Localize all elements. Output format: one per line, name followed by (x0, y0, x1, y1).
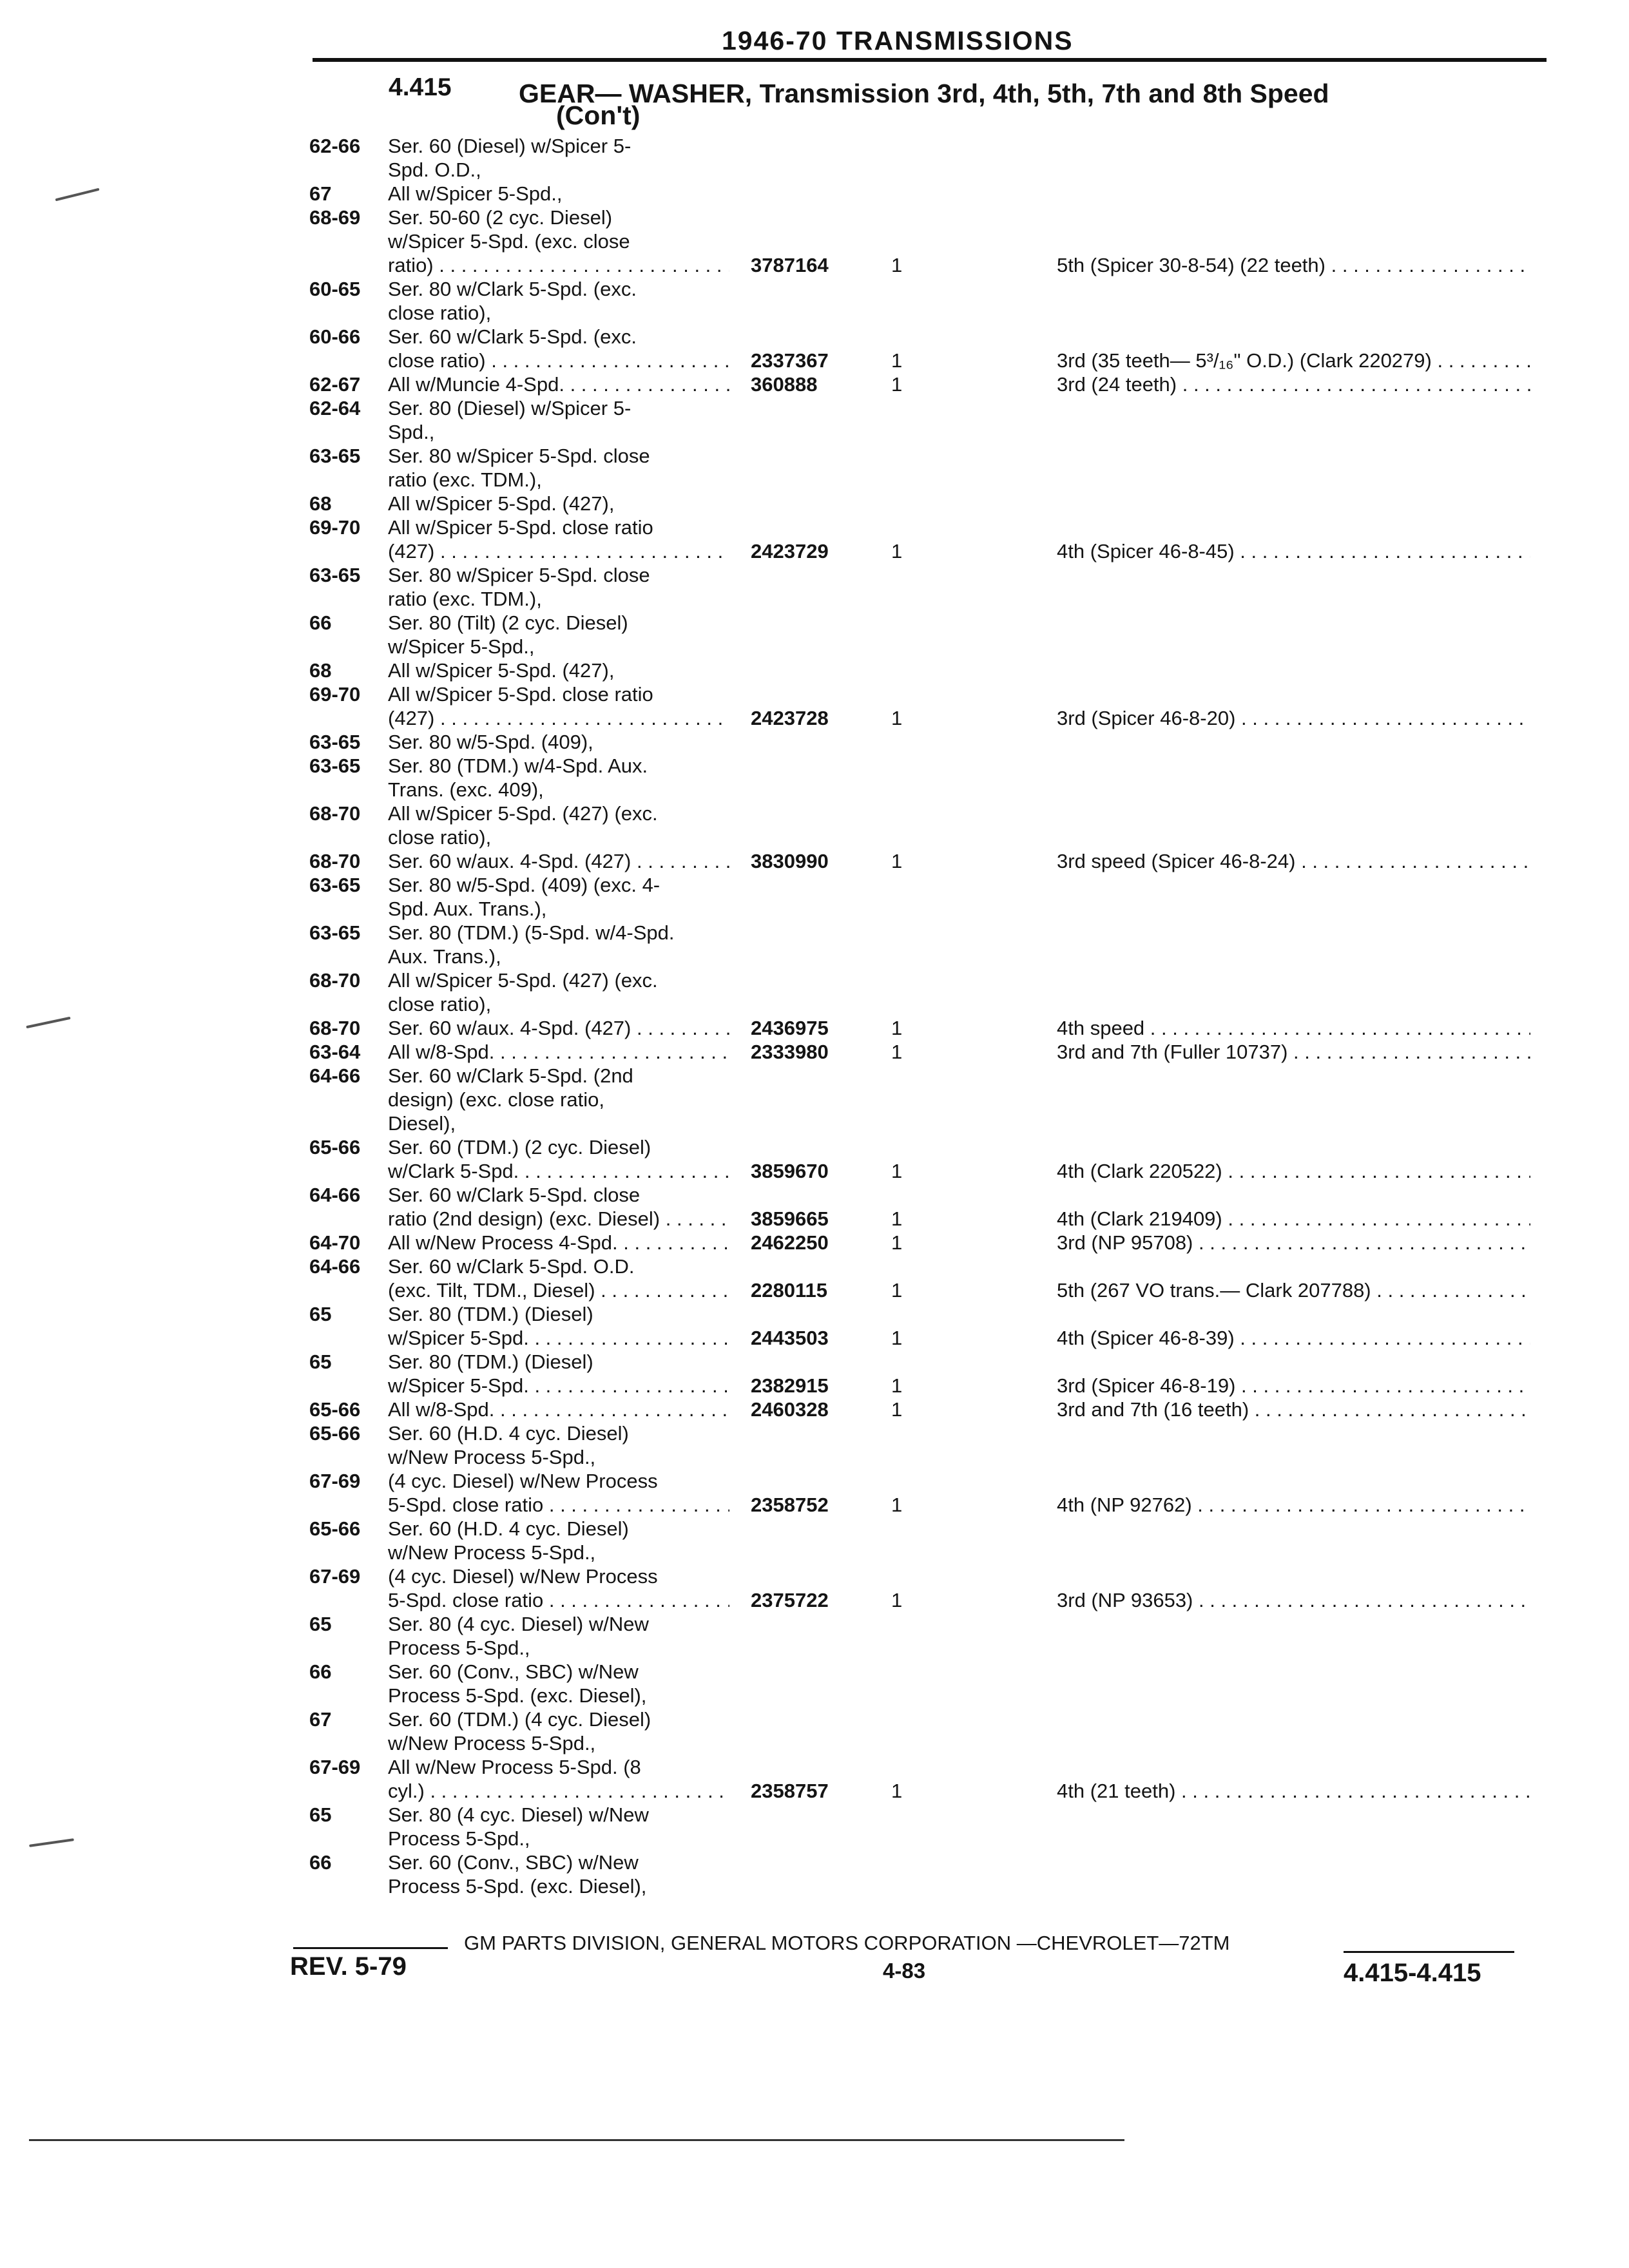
quantity: 1 (891, 1207, 903, 1230)
application-text: Trans. (exc. 409), (388, 778, 544, 801)
quantity: 1 (891, 1589, 903, 1611)
list-item (0, 1827, 1629, 1850)
list-item (0, 515, 1629, 539)
year-range: 67-69 (309, 1756, 361, 1778)
list-item (0, 897, 1629, 921)
list-item (0, 134, 1629, 158)
year-range: 68-70 (309, 802, 361, 825)
list-item (0, 1755, 1629, 1779)
list-item (0, 1588, 1629, 1612)
list-item (0, 1374, 1629, 1398)
part-number: 2460328 (751, 1398, 829, 1421)
quantity: 1 (891, 540, 903, 562)
part-number: 360888 (751, 373, 818, 396)
year-range: 67-69 (309, 1565, 361, 1588)
list-item (0, 1803, 1629, 1827)
section-number: 4.415 (389, 73, 452, 101)
part-description: 3rd (35 teeth— 5³/₁₆" O.D.) (Clark 220279) . . . (1057, 349, 1530, 372)
year-range: 65 (309, 1613, 332, 1635)
part-description: 4th speed . . . (1057, 1016, 1530, 1040)
year-range: 64-66 (309, 1064, 361, 1087)
part-description: 3rd (NP 93653) . . . (1057, 1588, 1530, 1612)
quantity: 1 (891, 1231, 903, 1254)
list-item (0, 1088, 1629, 1111)
year-range: 63-65 (309, 564, 361, 586)
year-range: 65-66 (309, 1517, 361, 1540)
list-item (0, 1016, 1629, 1040)
part-number: 3859670 (751, 1160, 829, 1182)
application-text: (exc. Tilt, TDM., Diesel) . . . (388, 1278, 729, 1302)
application-text: All w/Muncie 4-Spd. . . . (388, 372, 729, 396)
application-text: Ser. 80 (TDM.) (Diesel) (388, 1303, 593, 1325)
application-text: w/Spicer 5-Spd. (exc. close (388, 230, 630, 253)
application-text: Ser. 60 (H.D. 4 cyc. Diesel) (388, 1422, 629, 1445)
quantity: 1 (891, 1279, 903, 1302)
list-item (0, 778, 1629, 802)
application-text: Spd. O.D., (388, 159, 481, 181)
year-range: 64-70 (309, 1231, 361, 1254)
application-text: Ser. 60 (TDM.) (2 cyc. Diesel) (388, 1136, 651, 1158)
list-item (0, 301, 1629, 325)
part-number: 2358752 (751, 1494, 829, 1516)
year-range: 68-70 (309, 850, 361, 872)
part-description: 4th (Spicer 46-8-39) . . . (1057, 1326, 1530, 1350)
list-item (0, 873, 1629, 897)
part-number: 3830990 (751, 850, 829, 872)
year-range: 63-65 (309, 731, 361, 753)
list-item (0, 730, 1629, 754)
list-item (0, 158, 1629, 182)
application-text: w/New Process 5-Spd., (388, 1732, 596, 1754)
quantity: 1 (891, 1398, 903, 1421)
list-item (0, 1493, 1629, 1517)
application-text: All w/New Process 5-Spd. (8 (388, 1756, 641, 1778)
year-range: 63-65 (309, 874, 361, 896)
list-item (0, 1159, 1629, 1183)
year-range: 65 (309, 1803, 332, 1826)
year-range: 68 (309, 492, 332, 515)
application-text: Ser. 80 (Diesel) w/Spicer 5- (388, 397, 631, 419)
application-text: Ser. 60 w/Clark 5-Spd. close (388, 1184, 641, 1206)
part-number: 3787164 (751, 254, 829, 276)
year-range: 64-66 (309, 1184, 361, 1206)
list-item (0, 945, 1629, 968)
list-item (0, 802, 1629, 825)
footer-page-number: 4-83 (883, 1959, 926, 1983)
year-range: 66 (309, 1660, 332, 1683)
list-item (0, 372, 1629, 396)
year-range: 63-65 (309, 921, 361, 944)
list-item (0, 277, 1629, 301)
part-description: 4th (Clark 219409) . . . (1057, 1207, 1530, 1231)
application-text: ratio (2nd design) (exc. Diesel) . . . (388, 1207, 729, 1231)
part-number: 2436975 (751, 1017, 829, 1039)
list-item (0, 1207, 1629, 1231)
list-item (0, 420, 1629, 444)
application-text: w/New Process 5-Spd., (388, 1541, 596, 1564)
application-text: close ratio), (388, 826, 492, 849)
scan-edge-line (29, 2139, 1124, 2141)
list-item (0, 396, 1629, 420)
footer-revision: REV. 5-79 (290, 1952, 407, 1981)
list-item (0, 444, 1629, 468)
application-text: w/Spicer 5-Spd., (388, 635, 535, 658)
year-range: 67-69 (309, 1470, 361, 1492)
part-description: 5th (Spicer 30-8-54) (22 teeth) . . . (1057, 253, 1530, 277)
part-description: 4th (NP 92762) . . . (1057, 1493, 1530, 1517)
part-number: 2375722 (751, 1589, 829, 1611)
application-text: Ser. 80 w/5-Spd. (409) (exc. 4- (388, 874, 660, 896)
application-text: 5-Spd. close ratio . . . (388, 1588, 729, 1612)
list-item (0, 182, 1629, 206)
application-text: All w/8-Spd. . . . (388, 1398, 729, 1421)
application-text: design) (exc. close ratio, (388, 1088, 604, 1111)
part-number: 2423728 (751, 707, 829, 729)
application-text: Aux. Trans.), (388, 945, 501, 968)
year-range: 62-67 (309, 373, 361, 396)
application-text: All w/8-Spd. . . . (388, 1040, 729, 1064)
year-range: 67 (309, 182, 332, 205)
application-text: All w/New Process 4-Spd. . . . (388, 1231, 729, 1254)
application-text: All w/Spicer 5-Spd. (427) (exc. (388, 802, 658, 825)
list-item (0, 849, 1629, 873)
list-item (0, 1445, 1629, 1469)
year-range: 69-70 (309, 516, 361, 539)
application-text: Ser. 50-60 (2 cyc. Diesel) (388, 206, 613, 229)
application-text: w/Spicer 5-Spd. . . . (388, 1374, 729, 1398)
footer-rule-left (293, 1947, 448, 1949)
list-item (0, 1564, 1629, 1588)
year-range: 68-70 (309, 1017, 361, 1039)
application-text: w/Spicer 5-Spd. . . . (388, 1326, 729, 1350)
list-item (0, 1302, 1629, 1326)
list-item (0, 1254, 1629, 1278)
part-number: 3859665 (751, 1207, 829, 1230)
list-item (0, 1064, 1629, 1088)
list-item (0, 468, 1629, 492)
application-text: Ser. 80 w/Clark 5-Spd. (exc. (388, 278, 637, 300)
application-text: Ser. 60 w/Clark 5-Spd. O.D. (388, 1255, 635, 1278)
year-range: 63-65 (309, 754, 361, 777)
list-item (0, 1731, 1629, 1755)
list-item (0, 1874, 1629, 1898)
list-item (0, 1278, 1629, 1302)
list-item (0, 1398, 1629, 1421)
application-text: Ser. 60 (Conv., SBC) w/New (388, 1660, 639, 1683)
footer-section-range: 4.415-4.415 (1344, 1959, 1481, 1987)
year-range: 66 (309, 611, 332, 634)
list-item (0, 253, 1629, 277)
application-text: cyl.) . . . (388, 1779, 729, 1803)
list-item (0, 1684, 1629, 1707)
list-item (0, 1660, 1629, 1684)
quantity: 1 (891, 707, 903, 729)
list-item (0, 539, 1629, 563)
part-description: 4th (21 teeth) . . . (1057, 1779, 1530, 1803)
part-number: 2358757 (751, 1780, 829, 1802)
application-text: All w/Spicer 5-Spd., (388, 182, 563, 205)
part-number: 2333980 (751, 1041, 829, 1063)
application-text: Process 5-Spd., (388, 1827, 530, 1850)
part-number: 2382915 (751, 1374, 829, 1397)
list-item (0, 1707, 1629, 1731)
application-text: w/New Process 5-Spd., (388, 1446, 596, 1468)
year-range: 60-66 (309, 325, 361, 348)
application-text: All w/Spicer 5-Spd. close ratio (388, 683, 653, 706)
year-range: 65-66 (309, 1398, 361, 1421)
quantity: 1 (891, 1374, 903, 1397)
list-item (0, 492, 1629, 515)
part-description: 5th (267 VO trans.— Clark 207788) . . . (1057, 1278, 1530, 1302)
part-description: 3rd (Spicer 46-8-19) . . . (1057, 1374, 1530, 1398)
application-text: All w/Spicer 5-Spd. (427), (388, 659, 615, 682)
year-range: 67 (309, 1708, 332, 1731)
part-number: 2337367 (751, 349, 829, 372)
list-item (0, 658, 1629, 682)
application-text: (427) . . . (388, 706, 729, 730)
quantity: 1 (891, 1494, 903, 1516)
year-range: 62-64 (309, 397, 361, 419)
year-range: 62-66 (309, 135, 361, 157)
part-number: 2280115 (751, 1279, 827, 1302)
application-text: All w/Spicer 5-Spd. (427) (exc. (388, 969, 658, 992)
year-range: 63-65 (309, 445, 361, 467)
part-description: 3rd and 7th (16 teeth) . . . (1057, 1398, 1530, 1421)
year-range: 68-70 (309, 969, 361, 992)
list-item (0, 1135, 1629, 1159)
list-item (0, 587, 1629, 611)
application-text: Ser. 80 (Tilt) (2 cyc. Diesel) (388, 611, 628, 634)
footer-rule-right (1344, 1951, 1514, 1953)
list-item (0, 1421, 1629, 1445)
quantity: 1 (891, 1041, 903, 1063)
quantity: 1 (891, 850, 903, 872)
part-number: 2462250 (751, 1231, 829, 1254)
application-text: Process 5-Spd., (388, 1637, 530, 1659)
application-text: Ser. 60 (TDM.) (4 cyc. Diesel) (388, 1708, 651, 1731)
year-range: 65 (309, 1350, 332, 1373)
application-text: Spd. Aux. Trans.), (388, 898, 547, 920)
application-text: Ser. 60 w/aux. 4-Spd. (427) . . . (388, 1016, 729, 1040)
application-text: All w/Spicer 5-Spd. (427), (388, 492, 615, 515)
list-item (0, 706, 1629, 730)
application-text: Ser. 80 (TDM.) (Diesel) (388, 1350, 593, 1373)
application-text: Ser. 80 (4 cyc. Diesel) w/New (388, 1613, 649, 1635)
section-title: GEAR— WASHER, Transmission 3rd, 4th, 5th, 7th and 8th Speed (519, 79, 1329, 108)
list-item (0, 206, 1629, 229)
list-item (0, 349, 1629, 372)
application-text: Ser. 60 w/aux. 4-Spd. (427) . . . (388, 849, 729, 873)
year-range: 65 (309, 1303, 332, 1325)
application-text: Diesel), (388, 1112, 456, 1135)
application-text: Ser. 60 (H.D. 4 cyc. Diesel) (388, 1517, 629, 1540)
list-item (0, 1350, 1629, 1374)
application-text: Ser. 80 (TDM.) (5-Spd. w/4-Spd. (388, 921, 675, 944)
quantity: 1 (891, 1780, 903, 1802)
part-description: 3rd (NP 95708) . . . (1057, 1231, 1530, 1254)
part-description: 4th (Clark 220522) . . . (1057, 1159, 1530, 1183)
list-item (0, 1111, 1629, 1135)
year-range: 69-70 (309, 683, 361, 706)
list-item (0, 921, 1629, 945)
part-description: 3rd and 7th (Fuller 10737) . . . (1057, 1040, 1530, 1064)
footer-corporation: GM PARTS DIVISION, GENERAL MOTORS CORPORATION —CHEVROLET—72TM (464, 1932, 1230, 1954)
application-text: Ser. 80 w/5-Spd. (409), (388, 731, 593, 753)
year-range: 66 (309, 1851, 332, 1874)
quantity: 1 (891, 254, 903, 276)
application-text: Process 5-Spd. (exc. Diesel), (388, 1875, 647, 1898)
year-range: 63-64 (309, 1041, 361, 1063)
year-range: 65-66 (309, 1136, 361, 1158)
list-item (0, 611, 1629, 635)
page-header-title: 1946-70 TRANSMISSIONS (722, 26, 1074, 55)
application-text: (4 cyc. Diesel) w/New Process (388, 1565, 658, 1588)
list-item (0, 992, 1629, 1016)
year-range: 60-65 (309, 278, 361, 300)
application-text: ratio (exc. TDM.), (388, 468, 542, 491)
list-item (0, 1779, 1629, 1803)
list-item (0, 635, 1629, 658)
application-text: (427) . . . (388, 539, 729, 563)
application-text: Ser. 60 (Diesel) w/Spicer 5- (388, 135, 631, 157)
application-text: w/Clark 5-Spd. . . . (388, 1159, 729, 1183)
application-text: 5-Spd. close ratio . . . (388, 1493, 729, 1517)
list-item (0, 1326, 1629, 1350)
quantity: 1 (891, 1017, 903, 1039)
list-item (0, 1636, 1629, 1660)
list-item (0, 754, 1629, 778)
list-item (0, 682, 1629, 706)
part-description: 3rd (Spicer 46-8-20) . . . (1057, 706, 1530, 730)
list-item (0, 1040, 1629, 1064)
application-text: close ratio), (388, 993, 492, 1015)
list-item (0, 325, 1629, 349)
list-item (0, 1231, 1629, 1254)
application-text: Spd., (388, 421, 435, 443)
part-description: 3rd speed (Spicer 46-8-24) . . . (1057, 849, 1530, 873)
application-text: ratio) . . . (388, 253, 729, 277)
application-text: Process 5-Spd. (exc. Diesel), (388, 1684, 647, 1707)
year-range: 65-66 (309, 1422, 361, 1445)
quantity: 1 (891, 349, 903, 372)
part-description: 3rd (24 teeth) . . . (1057, 372, 1530, 396)
year-range: 68-69 (309, 206, 361, 229)
application-text: Ser. 80 (4 cyc. Diesel) w/New (388, 1803, 649, 1826)
list-item (0, 1612, 1629, 1636)
application-text: close ratio) . . . (388, 349, 729, 372)
list-item (0, 968, 1629, 992)
list-item (0, 825, 1629, 849)
list-item (0, 1469, 1629, 1493)
year-range: 64-66 (309, 1255, 361, 1278)
application-text: Ser. 80 (TDM.) w/4-Spd. Aux. (388, 754, 648, 777)
list-item (0, 1541, 1629, 1564)
part-number: 2423729 (751, 540, 829, 562)
application-text: Ser. 60 w/Clark 5-Spd. (exc. (388, 325, 637, 348)
quantity: 1 (891, 1160, 903, 1182)
application-text: Ser. 60 w/Clark 5-Spd. (2nd (388, 1064, 633, 1087)
application-text: Ser. 80 w/Spicer 5-Spd. close (388, 445, 650, 467)
quantity: 1 (891, 1327, 903, 1349)
application-text: ratio (exc. TDM.), (388, 588, 542, 610)
application-text: (4 cyc. Diesel) w/New Process (388, 1470, 658, 1492)
list-item (0, 229, 1629, 253)
list-item (0, 1183, 1629, 1207)
quantity: 1 (891, 373, 903, 396)
application-text: Ser. 80 w/Spicer 5-Spd. close (388, 564, 650, 586)
year-range: 68 (309, 659, 332, 682)
header-rule (313, 58, 1547, 62)
application-text: All w/Spicer 5-Spd. close ratio (388, 516, 653, 539)
list-item (0, 1517, 1629, 1541)
list-item (0, 563, 1629, 587)
part-description: 4th (Spicer 46-8-45) . . . (1057, 539, 1530, 563)
section-subtitle: (Con't) (556, 101, 641, 130)
application-text: close ratio), (388, 302, 492, 324)
parts-list (0, 134, 1629, 1898)
list-item (0, 1850, 1629, 1874)
application-text: Ser. 60 (Conv., SBC) w/New (388, 1851, 639, 1874)
part-number: 2443503 (751, 1327, 829, 1349)
